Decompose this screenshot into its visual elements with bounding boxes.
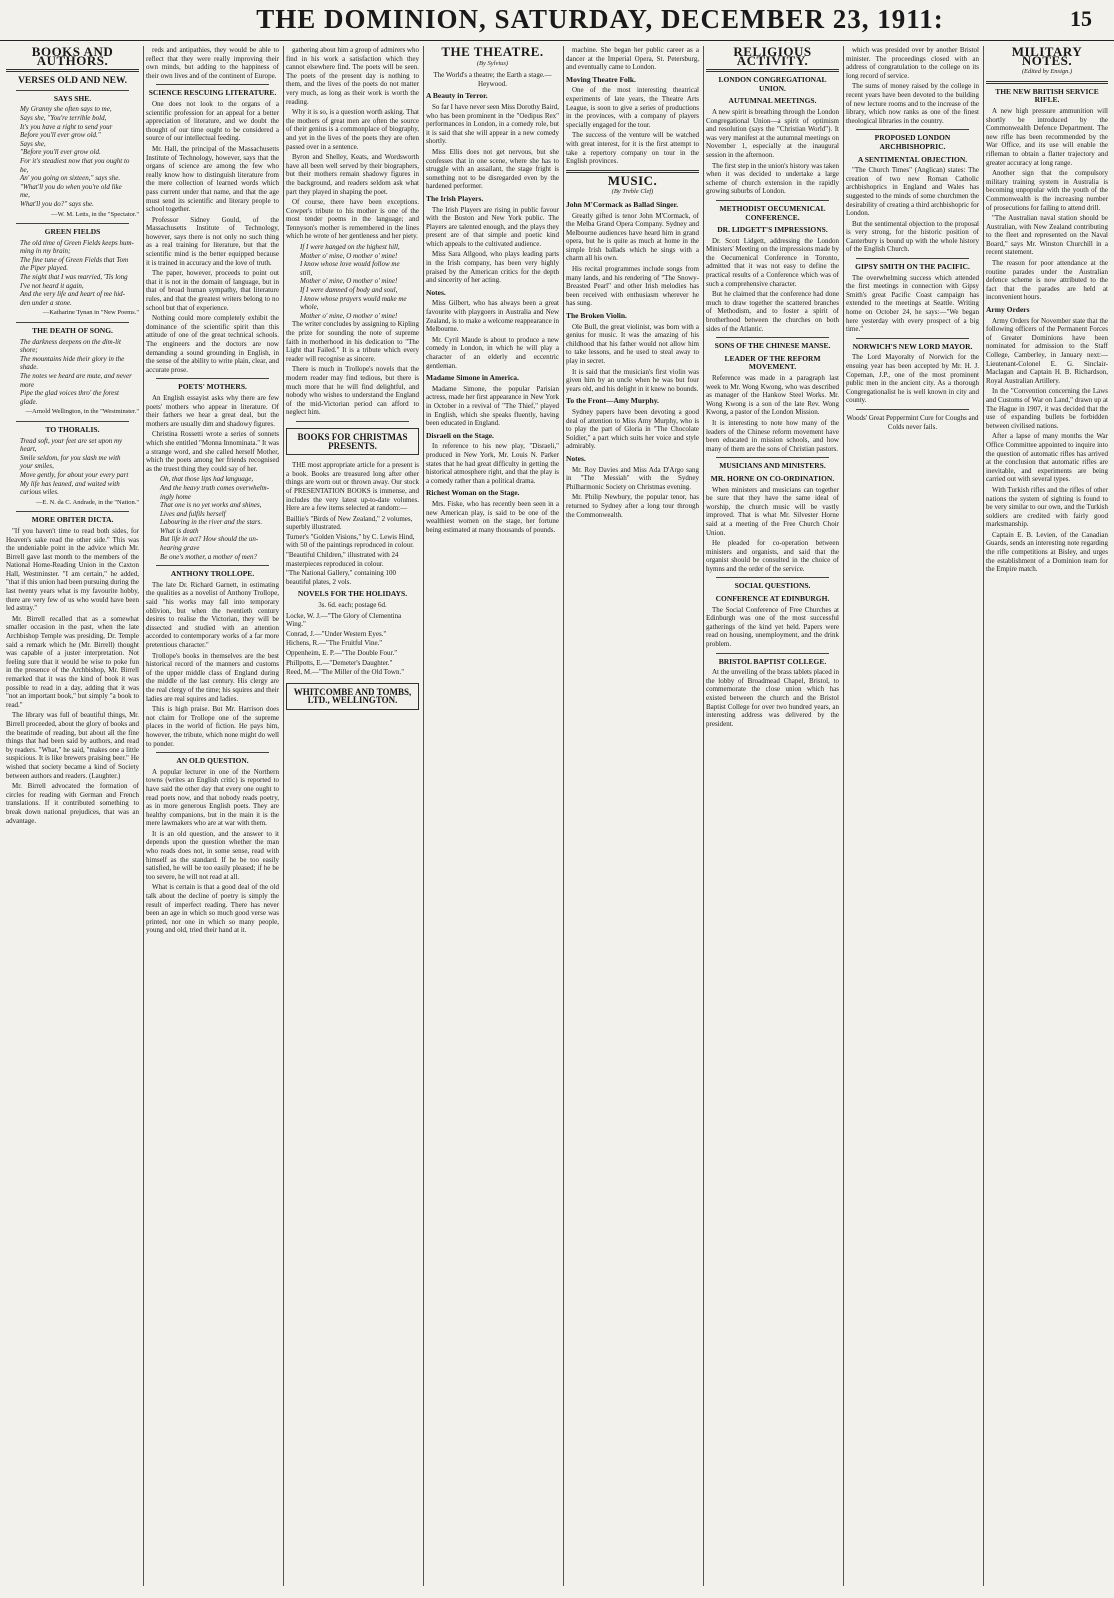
verse-line: If I were hanged on the highest hill,	[300, 243, 400, 252]
section-title: SOCIAL QUESTIONS.	[734, 581, 811, 591]
article-paragraph: The overwhelming success which attended the first meetings in connection with Gipsy Smith's great Pacific Coast campaign has extended to the meetings at Seattle. Writing home on October 24, he says:—"We began here yesterday with every prospect of a big time."	[846, 273, 979, 334]
divider	[6, 69, 139, 72]
subheading: The Irish Players.	[426, 193, 484, 203]
list-item: Hichens, R.—"The Fruitful Vine."	[286, 639, 383, 648]
column-6	[706, 46, 839, 1586]
article-paragraph: When ministers and musicians can together be sure that they have the same ideal of worship, the church music will be vastly improved. That is what Mr. Silvester Horne said at a meeting of the Free Church Choir Union.	[706, 485, 839, 537]
article-paragraph: reds and antipathies, they would be able to reflect that they were really improving their own minds, but adding to the happiness of their own lives and of the continent of Europe.	[146, 46, 279, 80]
column-divider	[843, 46, 844, 1586]
column-7	[846, 46, 979, 1586]
ad-heading: BOOKS FOR CHRISTMAS PRESENTS.	[297, 431, 408, 451]
article-paragraph: Miss Gilbert, who has always been a great favourite with playgoers in Australia and New Zealand, is to make a welcome reappearance in Melbourne.	[426, 299, 559, 334]
verse-line: ming in my brain;	[20, 247, 71, 256]
article-paragraph: Miss Ellis does not get nervous, but she confesses that in one scene, where she has to struggle with an assailant, the stage fright is something not to be disregarded even by the hardened performer.	[426, 147, 559, 191]
verse-line: "What'll you do when you're old like	[20, 182, 122, 191]
article-paragraph: It is an old question, and the answer to it depends upon the question whether the man who reads does not, in some sense, read with himself as the standard. If he be too easily satisfied, he will be too easily pleased; if he be too severe, he will not read at all.	[146, 829, 279, 881]
subheading: John M'Cormack as Ballad Singer.	[566, 199, 679, 209]
subheading: Notes.	[426, 287, 446, 297]
religious-heading: RELIGIOUS ACTIVITY.	[733, 46, 812, 68]
christmas-books-ad	[286, 428, 419, 455]
divider	[16, 223, 129, 224]
verse-line: The night that I was married, 'Tis long	[20, 273, 128, 282]
trollope-title: ANTHONY TROLLOPE.	[170, 569, 255, 579]
byline: (By Treble Clef)	[611, 188, 654, 196]
list-item: "Beautiful Children," illustrated with 24 masterpieces reproduced in colour.	[286, 551, 399, 568]
verse-line: curious wiles.	[20, 488, 59, 497]
article-paragraph: Dr. Scott Lidgett, addressing the London Ministers' Meeting on the impressions made by the Oecumenical Conference in Toronto, admitted that it was not easy to define the practical results of a Conference which was of such a comprehensive character.	[706, 236, 839, 288]
article-paragraph: With Turkish rifles and the rifles of other nations the system of sighting is found to be very similar to our own, and the Turkish soldiers are credited with fairly good marksmanship.	[986, 485, 1108, 529]
article-paragraph: Army Orders for November state that the following officers of the Permanent Forces of Greater Dominions have been nominated for admission to the Staff College, Camberley, in January next:— Lieutenant-Colonel E. G. Sinclair-Maclagan and Captain H. B. Richardson, Royal Australian Artillery.	[986, 316, 1108, 385]
list-item: Oppenheim, E. P.—"The Double Four."	[286, 649, 398, 657]
verse-line: I know whose prayers would make me	[300, 294, 407, 303]
article-paragraph: What is certain is that a good deal of the old talk about the decline of poetry is simply the result of imperfect reading. There has never been an age in which so much good verse was printed, nor one in which so many people, young and old, tried their hand at it.	[146, 883, 279, 935]
article-paragraph: The Lord Mayoralty of Norwich for the ensuing year has been accepted by Mr. H. J. Copeman, J.P., one of the most prominent public men in the ancient city. As a thorough Congregationalist he is well known in city and county.	[846, 353, 979, 405]
article-paragraph: Mr. Roy Davies and Miss Ada D'Argo sang in "The Messiah" with the Sydney Philharmonic Society on Christmas evening.	[566, 465, 699, 491]
article-paragraph: The Social Conference of Free Churches at Edinburgh was one of the most successful gatherings of the kind yet held. Papers were read on housing, unemployment, and the drink problem.	[706, 605, 839, 649]
verse-line: Says she,	[20, 139, 46, 148]
theatre-heading: THE THEATRE.	[441, 46, 544, 59]
verse-line: whole,	[300, 303, 319, 312]
subheading: The Broken Violin.	[566, 311, 627, 321]
verse-line: If I were damned of body and soul,	[300, 286, 398, 295]
verse-line: That one is no yet works and shines,	[160, 501, 262, 510]
article-paragraph: This is high praise. But Mr. Harrison does not claim for Trollope one of the supreme places in the world of fiction. He pays him, however, the tribute, which none might do well to ponder.	[146, 705, 279, 748]
poem-credit: —E. N. da C. Andrade, in the "Nation."	[35, 498, 139, 506]
article-paragraph: Greatly gifted is tenor John M'Cormack, of the Melba Grand Opera Company. Sydney and Melbourne audiences have heard him in grand opera, but he is quite as much at home in the simple Irish ballads which he sings with a charm all his own.	[566, 211, 699, 263]
verse-line: What'll you do?" says she.	[20, 199, 94, 208]
verse-line: hearing grave	[160, 544, 200, 553]
article-paragraph: But he claimed that the conference had done much to draw together the scattered branches of Methodism, and to foster a spirit of brotherhood between the churches on both sides of the Atlantic.	[706, 290, 839, 333]
section-title: NORWICH'S NEW LORD MAYOR.	[852, 341, 973, 351]
subheading: AUTUMNAL MEETINGS.	[728, 96, 817, 106]
novels-list	[286, 612, 419, 677]
section-title: METHODIST OECUMENICAL CONFERENCE.	[719, 203, 826, 222]
verse-line: "Before you'll ever grow old.	[20, 148, 101, 157]
section-title: THE NEW BRITISH SERVICE RIFLE.	[995, 86, 1099, 105]
article-paragraph: He pleaded for co-operation between ministers and organists, and said that the organist should be consulted in the choice of hymns and the order of the service.	[706, 539, 839, 573]
verse-line: Mother o' mine, O mother o' mine!	[300, 251, 398, 260]
article-paragraph: But the sentimental objection to the proposal is very strong, for the historic position of Canterbury is bound up with the whole history of the English Church.	[846, 219, 979, 254]
verse-line: me,	[20, 191, 30, 200]
divider	[856, 338, 969, 339]
column-divider	[283, 46, 284, 1586]
article-paragraph: "The Australian naval station should be Australian, with New Zealand contributing to the fleet and represented on the Naval Board," says Mr. Winston Churchill in a recent statement.	[986, 214, 1108, 257]
article-paragraph: A new high pressure ammunition will shortly be introduced by the Commonwealth Defence Department. The new rifle has been recommended by the War Office, and its use will enable the rifleman to obtain a flatter trajectory and greater accuracy at long range.	[986, 106, 1108, 167]
article-paragraph: At the unveiling of the brass tablets placed in the lobby of Broadmead Chapel, Bristol, to commemorate the close union which has existed between the church and the Bristol Baptist College for over two hundred years, an interesting address was delivered by the president.	[706, 668, 839, 728]
article-paragraph: Mr. Hall, the principal of the Massachusetts Institute of Technology, however, says that the organs of science are among the few who really know how to distinguish literature from the mere collection of learned words which pass current under that name, and that the age must send its scientific and literary people to school together.	[146, 144, 279, 214]
section-title: PROPOSED LONDON ARCHBISHOPRIC.	[874, 133, 951, 151]
verse-line: My Granny she often says to me,	[20, 105, 112, 114]
article-paragraph: A new spirit is breathing through the London Congregational Union—a spirit of optimism and resolution (says the "Christian World"). It was very manifest at the autumnal meetings on November 1, especially at the inaugural session in the afternoon.	[706, 107, 839, 159]
verse-line: Pipe the glad voices thro' the forest	[20, 389, 119, 398]
divider	[716, 653, 829, 654]
article-paragraph: In reference to his new play, "Disraeli," produced in New York, Mr. Louis N. Parker states that he had great difficulty in getting the historical atmosphere right, and that the play is a comedy rather than a political drama.	[426, 442, 559, 485]
article-paragraph: Trollope's books in themselves are the best historical record of the manners and customs of the upper middle class of England during the middle of the last century. His clergy are the real clergy of the time; his squires and their ladies are real squires and ladies.	[146, 651, 279, 703]
verse-line: Move gently, for about your every part	[20, 470, 129, 479]
divider	[156, 752, 269, 753]
column-divider	[703, 46, 704, 1586]
list-item: Conrad, J.—"Under Western Eyes."	[286, 629, 387, 638]
byline: (Edited by Ensign.)	[1021, 68, 1073, 76]
poem-credit: —Katharine Tynan in "New Poems."	[42, 309, 139, 317]
article-paragraph: His recital programmes include songs from many lands, and his rendering of "The Snowy-Breasted Pearl" and other Irish melodies has been received with enthusiasm wherever he has sung.	[566, 265, 699, 308]
verse-line: more	[20, 380, 35, 389]
article-paragraph: Another sign that the compulsory military training system in Australia is becoming unpopular with the youth of the Commonwealth is the increasing number of prosecutions for failing to attend drill.	[986, 169, 1108, 212]
article-paragraph: which was presided over by another Bristol minister. The proceedings closed with an address of congratulation to the college on its long record of service.	[846, 46, 979, 80]
article-paragraph: The writer concludes by assigning to Kipling the prize for sounding the note of supreme faith in motherhood in his dedication to "The Light that Failed." It is a tribute which every reader will recognise as sincere.	[286, 320, 419, 363]
verse-line: shade.	[20, 363, 39, 372]
article-paragraph: The library was full of beautiful things, Mr. Birrell proceeded, about the glory of books and the beatitude of reading, but about all the fine things that had been said by authors, and read by readers. "What," he said, "makes one a little suspicious. It is like brewers praising beer." He wished that society became a kind of Society between authors and readers. (Laughter.)	[6, 711, 139, 780]
subheading: CONFERENCE AT EDINBURGH.	[715, 594, 830, 604]
divider	[716, 200, 829, 201]
article-paragraph: Ole Bull, the great violinist, was born with a genius for music. It was the amazing of his childhood that his father would not allow him to take lessons, and he used to steal away to play in secret.	[566, 322, 699, 365]
ad-paragraph: THE most appropriate article for a present is a book. Books are treasured long after other things are worn out or thrown away. Our stock of PRESENTATION BOOKS is immense, and includes the very latest up-to-date volumes. Here are a few items selected at random:—	[286, 461, 419, 513]
verse-line: Smile seldom, for you slash me with	[20, 453, 121, 462]
verse-line: your smiles,	[20, 462, 54, 471]
section-title: GIPSY SMITH ON THE PACIFIC.	[855, 262, 970, 272]
verse-line: den under a stone.	[20, 298, 72, 307]
verse-line: glade.	[20, 397, 38, 406]
verse-line: Mother o' mine, O mother o' mine!	[300, 311, 398, 320]
science-section-title: SCIENCE RESCUING LITERATURE.	[148, 88, 277, 98]
ad-book-list	[286, 515, 419, 587]
poets-mothers-title: POETS' MOTHERS.	[178, 382, 247, 392]
verse-line: But life in act? How should the un-	[160, 535, 259, 544]
article-paragraph: The reason for poor attendance at the routine parades under the Australian defence scheme is now attributed to the fact that the parades are held at inconvenient hours.	[986, 259, 1108, 302]
dicta-title: MORE OBITER DICTA.	[31, 515, 114, 525]
column-divider	[983, 46, 984, 1586]
article-paragraph: Captain E. B. Levien, of the Canadian Guards, sends an interesting note regarding the rifle competitions at Bisley, and urges the establishment of a Dominion team for the Empire match.	[986, 530, 1108, 574]
divider	[156, 378, 269, 379]
verse-line: Be one's mother, a mother of men?	[160, 552, 257, 561]
page-number: 15	[1070, 6, 1092, 31]
list-item: Turner's "Golden Visions," by C. Lewis Hind, with 50 of the paintings reproduced in colour.	[286, 532, 415, 550]
subheading: Disraeli on the Stage.	[426, 430, 494, 440]
article-paragraph: There is much in Trollope's novels that the modern reader may find tedious, but there is much more that he will find delightful, and nobody who wishes to understand the England of the mid-Victorian period can afford to neglect him.	[286, 365, 419, 417]
verse-line: Labouring in the river and the stars.	[160, 518, 263, 527]
article-paragraph: The late Dr. Richard Garnett, in estimating the qualities as a novelist of Anthony Trollope, said "his works may fall into temporary oblivion, but when the twentieth century desires to realise the Victorian, they will be dissected and studied with an attention accorded to contemporary works of a far more pretentious character."	[146, 580, 279, 649]
list-item: Phillpotts, E.—"Demeter's Daughter."	[286, 658, 393, 667]
article-paragraph: "The Church Times" (Anglican) states: The creation of two new Roman Catholic archbishoprics in England and Wales has suggested to the minds of some churchmen the desirability of creating a third archbishopric for London.	[846, 166, 979, 218]
divider	[856, 258, 969, 259]
verse-line: still,	[300, 268, 313, 277]
list-item: "The National Gallery," containing 100 beautiful plates, 2 vols.	[286, 569, 397, 586]
poem-title: GREEN FIELDS	[44, 227, 101, 237]
verse-line: shore;	[20, 346, 38, 355]
verse-line: Mother o' mine, O mother o' mine!	[300, 277, 398, 286]
divider	[706, 69, 839, 72]
verse-line: For it's steadiest now that you ought to	[20, 156, 130, 165]
article-paragraph: machine. She began her public career as a dancer at the Imperial Opera, St. Petersburg, and eventually came to London.	[566, 46, 699, 72]
article-paragraph: After a lapse of many months the War Office Committee appointed to inquire into the question of automatic rifles has arrived at the conclusion that automatic rifles are inevitable, and experiments are being carried out with several types.	[986, 432, 1108, 484]
article-paragraph: "If you haven't time to read both sides, for Heaven's sake read the other side." This was the undeniable point in the advice which Mr. Birrell gave last month to the members of the National Home-Reading Union in the Caxton Hall, Westminster. "I am certain," he added, "that if this union had been pursuing during the last twenty years what is my favourite hobby, there are very few of us who would have been led astray."	[6, 526, 139, 613]
subheading: MR. HORNE ON CO-ORDINATION.	[710, 473, 835, 483]
verse-line: What is death	[160, 526, 199, 535]
article-paragraph: Nothing could more completely exhibit the dominance of the scientific spirit than this attitude of one of the great technical schools. The engineers and the doctors are now demanding a sound grounding in English, in the sense of the ability to write plain, clear, and accurate prose.	[146, 314, 279, 374]
verse-line: Oh, that those lips had language,	[160, 475, 254, 484]
divider	[716, 337, 829, 338]
firm-name	[286, 683, 419, 710]
verse-line: It's you have a right to send your	[20, 122, 113, 131]
column-divider	[563, 46, 564, 1586]
article-paragraph: A popular lecturer in one of the Northern towns (writes an English critic) is reported to have said the other day that every one ought to read poets now, and that nobody reads poetry, as in more generous English poets. They are healthy companions, but in the main it is the mere lawmakers who are at war with them.	[146, 767, 279, 828]
verse-line: Before you'll ever grow old."	[20, 131, 101, 140]
verses-section-title: VERSES OLD AND NEW.	[18, 76, 127, 87]
divider	[16, 511, 129, 512]
subheading: To the Front—Amy Murphy.	[566, 396, 659, 406]
divider	[16, 322, 129, 323]
article-paragraph: The sums of money raised by the college in recent years have been devoted to the building of new lecture rooms and to the increase of the library, which now ranks as one of the finest theological libraries in the country.	[846, 82, 979, 125]
column-1	[6, 46, 139, 1586]
article-paragraph: Byron and Shelley, Keats, and Wordsworth have all been well served by their biographers, but their mothers remain shadowy figures in the background, and readers seldom ask what part they played in shaping the poet.	[286, 153, 419, 196]
verse-line: I've not heard it again,	[20, 281, 84, 290]
old-question-title: AN OLD QUESTION.	[176, 756, 249, 766]
verse-line: heart,	[20, 445, 37, 454]
ad-line: Woods' Great Peppermint Cure for Coughs and Colds never fails.	[846, 413, 979, 431]
verse-line: The mountains hide their glory in the	[20, 354, 125, 363]
article-paragraph: Mr. Philip Newbury, the popular tenor, has returned to Sydney after a long tour through the Commonwealth.	[566, 493, 699, 519]
verse-line: Lives and fulfils herself	[160, 509, 226, 518]
section-title: SONS OF THE CHINESE MANSE.	[714, 341, 831, 351]
divider	[16, 421, 129, 422]
firm-name-text: WHITCOMBE AND TOMBS, LTD., WELLINGTON.	[293, 686, 412, 706]
novels-title: NOVELS FOR THE HOLIDAYS.	[297, 589, 408, 599]
music-heading: MUSIC.	[607, 172, 658, 188]
article-paragraph: Mr. Cyril Maude is about to produce a new comedy in London, in which he will play a character of an elderly and eccentric gentleman.	[426, 335, 559, 370]
masthead	[0, 0, 1114, 41]
subheading: Moving Theatre Folk.	[566, 74, 636, 84]
article-paragraph: Why it is so, is a question worth asking. That the mothers of great men are often the source of their genius is a commonplace of biography, and yet in the lives of the poets they are often passed over in a sentence.	[286, 108, 419, 151]
divider	[716, 457, 829, 458]
military-heading: MILITARY NOTES.	[1011, 46, 1083, 68]
divider	[156, 84, 269, 85]
masthead-title: THE DOMINION, SATURDAY, DECEMBER 23, 1911:	[256, 4, 944, 34]
article-paragraph: Professor Sidney Gould, of the Massachusetts Institute of Technology, however, says there is not only no such thing as a real training for literature, but that the scientific mind is the better equipped because it is trained in accuracy and the love of truth.	[146, 215, 279, 267]
section-title: LONDON CONGREGATIONAL UNION.	[718, 75, 827, 93]
verse-line: The fine tune of Green Fields that Tom	[20, 255, 129, 264]
article-paragraph: So far I have never seen Miss Dorothy Baird, who has been prominent in the "Oedipus Rex" performances in London, in a comedy role, but it is said that she will appear in a new comedy shortly.	[426, 102, 559, 146]
article-paragraph: It is said that the musician's first violin was given him by an uncle when he was but four years old, and his delight in it knew no bounds.	[566, 367, 699, 393]
list-item: Baillie's "Birds of New Zealand," 2 volumes, superbly illustrated.	[286, 514, 413, 532]
verse-line: The darkness deepens on the dim-lit	[20, 337, 121, 346]
article-paragraph: Miss Sara Allgood, who plays leading parts in the Irish company, has been very highly praised by the American critics for the depth and sincerity of her acting.	[426, 250, 559, 285]
subheading: Madame Simone in America.	[426, 373, 519, 383]
subheading: DR. LIDGETT'S IMPRESSIONS.	[717, 225, 828, 235]
subheading: LEADER OF THE REFORM MOVEMENT.	[724, 353, 821, 372]
poem-title: SAYS SHE.	[53, 93, 92, 103]
article-paragraph: It is interesting to note how many of the leaders of the Chinese reform movement have been educated in mission schools, and how many of them are the sons of Christian pastors.	[706, 418, 839, 453]
subheading: Richest Woman on the Stage.	[426, 488, 520, 498]
column-divider	[143, 46, 144, 1586]
column-5	[566, 46, 699, 1586]
divider	[156, 565, 269, 566]
column-4	[426, 46, 559, 1586]
divider	[296, 421, 409, 422]
verse-line: And the heavy truth comes overwhelm-	[160, 483, 270, 492]
poem-credit: —W. M. Letts, in the "Spectator."	[51, 210, 139, 218]
price-line: 3s. 6d. each; postage 6d.	[318, 601, 387, 610]
column-2	[146, 46, 279, 1586]
subheading: Army Orders	[986, 305, 1030, 315]
list-item: Reed, M.—"The Miller of the Old Town."	[286, 668, 405, 677]
section-title: BRISTOL BAPTIST COLLEGE.	[718, 656, 827, 666]
article-paragraph: Madame Simone, the popular Parisian actress, made her first appearance in New York in October in a revival of "The Thief," played in English, which she speaks fluently, having been educated in England.	[426, 384, 559, 428]
article-paragraph: gathering about him a group of admirers who find in his work a satisfaction which they cannot elsewhere find. The poets will be seen. The poets of the present day is nothing to them, and the lives of the poets do not matter very much, as long as their work is worth the reading.	[286, 46, 419, 106]
list-item: Locke, W. J.—"The Glory of Clementina Wing."	[286, 611, 402, 629]
article-paragraph: The Irish Players are rising in public favour with the Boston and New York public. The Players are talented enough, and the plays they present are of that simple and poetic kind which appeals to the cultivated audience.	[426, 205, 559, 248]
verse-line: Says she, "You're terrible bold,	[20, 113, 107, 122]
subheading: Notes.	[566, 453, 586, 463]
article-paragraph: In the "Convention concerning the Laws and Customs of War on Land," drawn up at The Hague in 1907, it was decided that the use of expanding bullets be forbidden between civilised nations.	[986, 387, 1108, 430]
verse-line: And the very life and heart of me hid-	[20, 290, 125, 299]
verse-line: Tread soft, your feet are set upon my	[20, 436, 123, 445]
article-paragraph: Christina Rossetti wrote a series of sonnets which she entitled "Monna Innominata." It was a strange word, and she called herself Mother, which the poets among her friends recognised as the truest thing they could say of her.	[146, 430, 279, 473]
section-title: MUSICIANS AND MINISTERS.	[719, 461, 826, 471]
divider	[716, 577, 829, 578]
intro-quote: The World's a theatre; the Earth a stage.—Heywood.	[433, 71, 552, 88]
byline: (By Sylvius)	[476, 59, 509, 67]
article-paragraph: Mr. Birrell advocated the formation of circles for reading with German and French translations. If it contributed something to break down national prejudices, that was an advantage.	[6, 782, 139, 825]
verse-line: My life has leaned, and waited with	[20, 479, 120, 488]
column-divider	[423, 46, 424, 1586]
books-heading: BOOKS AND AUTHORS.	[31, 46, 114, 68]
article-paragraph: Reference was made in a paragraph last week to Mr. Wong Kwong, who was described as manager of the Hankow Steel Works. Mr. Wong Kwong is a son of the late Rev. Wong Kwong, a pastor of the London Mission.	[706, 374, 839, 417]
poem-credit: —Arnold Wellington, in the "Westminster."	[25, 408, 139, 416]
article-paragraph: One of the most interesting theatrical experiments of late years, the Theatre Arts League, is soon to give a series of productions in the provinces, with a company of players specially engaged for the tour.	[566, 86, 699, 129]
article-paragraph: The paper, however, proceeds to point out that it is not in the domain of language, but in that of broad human sympathy, that literature rules, and that the greatest writers belong to no school but that of experience.	[146, 269, 279, 312]
divider	[986, 81, 1108, 84]
divider	[856, 129, 969, 130]
verse-line: An' you going on sixteen," says she.	[20, 174, 121, 183]
verse-line: The old time of Green Fields keeps hum-	[20, 238, 134, 247]
column-3	[286, 46, 419, 1586]
subheading: A Beauty in Terror.	[426, 91, 488, 101]
article-paragraph: Mrs. Fiske, who has recently been seen in a new American play, is said to be one of the wealthiest women on the stage, her fortune being estimated at many thousands of pounds.	[426, 499, 559, 534]
subheading: A SENTIMENTAL OBJECTION.	[857, 154, 968, 164]
divider	[856, 409, 969, 410]
article-paragraph: Sydney papers have been devoting a good deal of attention to Miss Amy Murphy, who is to play the part of Gloria in "The Chocolate Soldier," a part which suits her voice and style admirably.	[566, 407, 699, 451]
article-paragraph: The success of the venture will be watched with great interest, for it is the first attempt to take a repertory company on tour in the English provinces.	[566, 131, 699, 166]
verse-line: The notes we heard are mute, and never	[20, 372, 132, 380]
poem-title: TO THORALIS.	[45, 424, 100, 434]
verse-line: ingly home	[160, 492, 191, 501]
verse-line: the Piper played.	[20, 264, 69, 273]
article-paragraph: The first step in the union's history was taken when it was decided to undertake a large scheme of church extension in the rapidly growing suburbs of London.	[706, 161, 839, 196]
verse-line: I know whose love would follow me	[300, 260, 400, 269]
verse-line: be,	[20, 165, 29, 174]
article-paragraph: One does not look to the organs of a scientific profession for an appeal for a better appreciation of literature, and we doubt the thought of our time ought to be considered a source of our intellectual feeding.	[146, 99, 279, 143]
poem-title: THE DEATH OF SONG.	[32, 326, 113, 336]
column-8	[986, 46, 1108, 1586]
article-paragraph: An English essayist asks why there are few poets' mothers who appear in literature. Of their fathers we hear a great deal, but the mothers are usually dim and shadowy figures.	[146, 393, 279, 428]
article-paragraph: Of course, there have been exceptions. Cowper's tribute to his mother is one of the most tender poems in the language; and Tennyson's mother is remembered in the lines which he wrote of her gentleness and her piety.	[286, 198, 419, 241]
divider	[16, 90, 129, 91]
article-paragraph: Mr. Birrell recalled that as a somewhat smaller occasion in the past, when the late Archbishop Temple was presiding, Dr. Temple said a remark which he (Mr. Birrell) thought was capable of a juster interpretation. Not feeling sure that it would be wise to poke fun in the presence of the Archbishop, Mr. Birrell remarked that it was the kind of book it was possible to read in a day, adding that it was "not an important book," but simply "a book to read."	[6, 614, 139, 709]
